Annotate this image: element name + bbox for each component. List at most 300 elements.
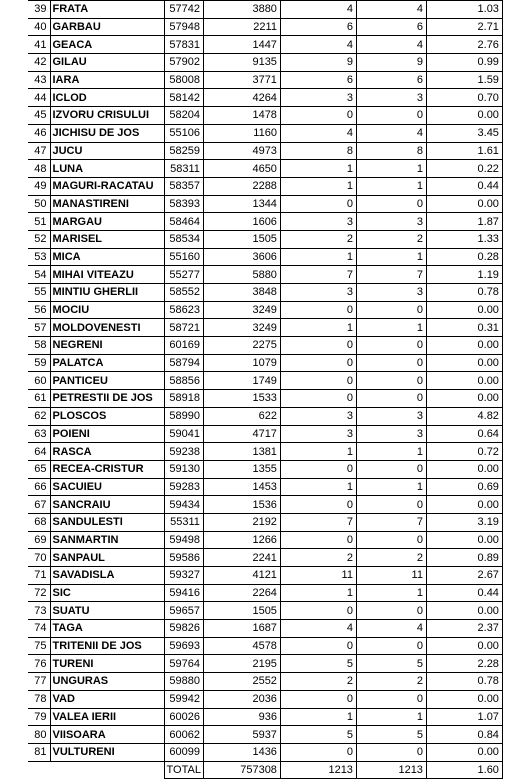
ratio: 0.00 bbox=[426, 496, 502, 514]
count-a: 3 bbox=[280, 213, 356, 231]
count-b: 0 bbox=[356, 354, 426, 372]
ratio: 1.19 bbox=[426, 266, 502, 284]
locality-name: MARISEL bbox=[50, 230, 164, 248]
count-a: 1 bbox=[280, 443, 356, 461]
ratio: 0.00 bbox=[426, 743, 502, 761]
population: 2552 bbox=[203, 673, 280, 691]
row-index: 69 bbox=[28, 531, 50, 549]
ratio: 0.00 bbox=[426, 195, 502, 213]
total-col-a: 1213 bbox=[280, 761, 356, 779]
table-row bbox=[28, 107, 502, 125]
count-b: 6 bbox=[356, 71, 426, 89]
population: 1505 bbox=[203, 602, 280, 620]
count-b: 11 bbox=[356, 567, 426, 585]
row-index: 50 bbox=[28, 195, 50, 213]
locality-name: NEGRENI bbox=[50, 337, 164, 355]
count-b: 2 bbox=[356, 673, 426, 691]
population: 2275 bbox=[203, 337, 280, 355]
total-col-b: 1213 bbox=[356, 761, 426, 779]
count-a: 7 bbox=[280, 513, 356, 531]
count-a: 1 bbox=[280, 319, 356, 337]
count-a: 1 bbox=[280, 584, 356, 602]
table-row bbox=[28, 36, 502, 54]
population: 1478 bbox=[203, 107, 280, 125]
count-b: 5 bbox=[356, 655, 426, 673]
table-row bbox=[28, 690, 502, 708]
population: 4717 bbox=[203, 425, 280, 443]
table-row bbox=[28, 354, 502, 372]
ratio: 2.76 bbox=[426, 36, 502, 54]
row-index: 66 bbox=[28, 478, 50, 496]
locality-code: 58008 bbox=[164, 71, 203, 89]
count-b: 1 bbox=[356, 248, 426, 266]
locality-code: 58393 bbox=[164, 195, 203, 213]
table-row bbox=[28, 319, 502, 337]
population: 4578 bbox=[203, 637, 280, 655]
table-row bbox=[28, 602, 502, 620]
population: 1453 bbox=[203, 478, 280, 496]
population: 2288 bbox=[203, 177, 280, 195]
count-b: 7 bbox=[356, 266, 426, 284]
locality-code: 59498 bbox=[164, 531, 203, 549]
count-b: 0 bbox=[356, 602, 426, 620]
table-row bbox=[28, 673, 502, 691]
table-row bbox=[28, 620, 502, 638]
table-row bbox=[28, 584, 502, 602]
row-index: 74 bbox=[28, 620, 50, 638]
count-a: 6 bbox=[280, 71, 356, 89]
row-index: 61 bbox=[28, 390, 50, 408]
ratio: 0.00 bbox=[426, 301, 502, 319]
table-row bbox=[28, 726, 502, 744]
locality-name: SANCRAIU bbox=[50, 496, 164, 514]
count-a: 0 bbox=[280, 354, 356, 372]
locality-name: GARBAU bbox=[50, 18, 164, 36]
count-b: 5 bbox=[356, 726, 426, 744]
count-a: 0 bbox=[280, 390, 356, 408]
count-a: 0 bbox=[280, 743, 356, 761]
locality-name: RASCA bbox=[50, 443, 164, 461]
population: 2241 bbox=[203, 549, 280, 567]
count-a: 4 bbox=[280, 124, 356, 142]
count-a: 1 bbox=[280, 708, 356, 726]
population: 3880 bbox=[203, 1, 280, 19]
locality-code: 59942 bbox=[164, 690, 203, 708]
row-index: 49 bbox=[28, 177, 50, 195]
row-index: 65 bbox=[28, 460, 50, 478]
row-index: 46 bbox=[28, 124, 50, 142]
population: 1749 bbox=[203, 372, 280, 390]
locality-code: 58918 bbox=[164, 390, 203, 408]
population: 622 bbox=[203, 407, 280, 425]
row-index: 56 bbox=[28, 301, 50, 319]
locality-code: 60026 bbox=[164, 708, 203, 726]
ratio: 0.00 bbox=[426, 354, 502, 372]
population: 4973 bbox=[203, 142, 280, 160]
locality-code: 58464 bbox=[164, 213, 203, 231]
ratio: 0.00 bbox=[426, 107, 502, 125]
count-b: 4 bbox=[356, 1, 426, 19]
table-row bbox=[28, 71, 502, 89]
count-a: 3 bbox=[280, 284, 356, 302]
row-index: 53 bbox=[28, 248, 50, 266]
ratio: 0.64 bbox=[426, 425, 502, 443]
count-a: 9 bbox=[280, 54, 356, 72]
count-b: 0 bbox=[356, 390, 426, 408]
locality-code: 60169 bbox=[164, 337, 203, 355]
population: 1344 bbox=[203, 195, 280, 213]
locality-name: ICLOD bbox=[50, 89, 164, 107]
ratio: 0.31 bbox=[426, 319, 502, 337]
table-row bbox=[28, 301, 502, 319]
population: 1079 bbox=[203, 354, 280, 372]
locality-code: 58259 bbox=[164, 142, 203, 160]
locality-code: 59416 bbox=[164, 584, 203, 602]
locality-name: MIHAI VITEAZU bbox=[50, 266, 164, 284]
locality-code: 55277 bbox=[164, 266, 203, 284]
locality-name: VAD bbox=[50, 690, 164, 708]
locality-name: VULTURENI bbox=[50, 743, 164, 761]
ratio: 0.70 bbox=[426, 89, 502, 107]
row-index: 42 bbox=[28, 54, 50, 72]
table-row bbox=[28, 18, 502, 36]
table-row bbox=[28, 89, 502, 107]
table-row bbox=[28, 390, 502, 408]
population: 1533 bbox=[203, 390, 280, 408]
population: 2195 bbox=[203, 655, 280, 673]
population: 3249 bbox=[203, 319, 280, 337]
count-a: 4 bbox=[280, 36, 356, 54]
ratio: 0.89 bbox=[426, 549, 502, 567]
locality-code: 60099 bbox=[164, 743, 203, 761]
count-a: 0 bbox=[280, 531, 356, 549]
locality-code: 55160 bbox=[164, 248, 203, 266]
row-index: 81 bbox=[28, 743, 50, 761]
row-index: 67 bbox=[28, 496, 50, 514]
count-a: 4 bbox=[280, 620, 356, 638]
table-row bbox=[28, 513, 502, 531]
count-a: 1 bbox=[280, 160, 356, 178]
ratio: 1.59 bbox=[426, 71, 502, 89]
locality-code: 58534 bbox=[164, 230, 203, 248]
locality-code: 59586 bbox=[164, 549, 203, 567]
table-row bbox=[28, 531, 502, 549]
ratio: 0.84 bbox=[426, 726, 502, 744]
table-row bbox=[28, 124, 502, 142]
count-a: 1 bbox=[280, 248, 356, 266]
ratio: 2.37 bbox=[426, 620, 502, 638]
population: 936 bbox=[203, 708, 280, 726]
total-blank-cell bbox=[50, 761, 164, 779]
row-index: 79 bbox=[28, 708, 50, 726]
row-index: 45 bbox=[28, 107, 50, 125]
count-a: 8 bbox=[280, 142, 356, 160]
locality-name: SACUIEU bbox=[50, 478, 164, 496]
count-a: 7 bbox=[280, 266, 356, 284]
count-a: 0 bbox=[280, 107, 356, 125]
locality-name: GILAU bbox=[50, 54, 164, 72]
total-blank-cell bbox=[28, 761, 50, 779]
ratio: 0.00 bbox=[426, 637, 502, 655]
ratio: 0.00 bbox=[426, 460, 502, 478]
table-row bbox=[28, 425, 502, 443]
table-row bbox=[28, 372, 502, 390]
count-b: 1 bbox=[356, 708, 426, 726]
total-ratio: 1.60 bbox=[426, 761, 502, 779]
locality-name: SANMARTIN bbox=[50, 531, 164, 549]
population: 1505 bbox=[203, 230, 280, 248]
ratio: 4.82 bbox=[426, 407, 502, 425]
locality-code: 57742 bbox=[164, 1, 203, 19]
ratio: 0.00 bbox=[426, 531, 502, 549]
locality-name: SUATU bbox=[50, 602, 164, 620]
row-index: 47 bbox=[28, 142, 50, 160]
count-b: 0 bbox=[356, 496, 426, 514]
count-b: 2 bbox=[356, 549, 426, 567]
population: 1266 bbox=[203, 531, 280, 549]
total-population: 757308 bbox=[203, 761, 280, 779]
locality-code: 59327 bbox=[164, 567, 203, 585]
count-b: 0 bbox=[356, 637, 426, 655]
count-a: 11 bbox=[280, 567, 356, 585]
count-a: 3 bbox=[280, 407, 356, 425]
ratio: 0.69 bbox=[426, 478, 502, 496]
ratio: 1.07 bbox=[426, 708, 502, 726]
count-a: 3 bbox=[280, 425, 356, 443]
row-index: 60 bbox=[28, 372, 50, 390]
locality-code: 59238 bbox=[164, 443, 203, 461]
ratio: 2.71 bbox=[426, 18, 502, 36]
locality-code: 59130 bbox=[164, 460, 203, 478]
locality-name: TAGA bbox=[50, 620, 164, 638]
locality-name: IZVORU CRISULUI bbox=[50, 107, 164, 125]
count-a: 2 bbox=[280, 673, 356, 691]
table-row bbox=[28, 460, 502, 478]
count-b: 8 bbox=[356, 142, 426, 160]
locality-name: SAVADISLA bbox=[50, 567, 164, 585]
count-b: 2 bbox=[356, 230, 426, 248]
count-b: 1 bbox=[356, 478, 426, 496]
row-index: 68 bbox=[28, 513, 50, 531]
locality-name: PLOSCOS bbox=[50, 407, 164, 425]
count-b: 4 bbox=[356, 620, 426, 638]
row-index: 40 bbox=[28, 18, 50, 36]
locality-name: PANTICEU bbox=[50, 372, 164, 390]
population: 1687 bbox=[203, 620, 280, 638]
count-b: 4 bbox=[356, 36, 426, 54]
count-a: 0 bbox=[280, 337, 356, 355]
population: 3848 bbox=[203, 284, 280, 302]
count-a: 0 bbox=[280, 602, 356, 620]
locality-code: 58552 bbox=[164, 284, 203, 302]
count-a: 0 bbox=[280, 372, 356, 390]
table-row bbox=[28, 213, 502, 231]
row-index: 51 bbox=[28, 213, 50, 231]
table-row bbox=[28, 743, 502, 761]
population: 5937 bbox=[203, 726, 280, 744]
locality-name: PETRESTII DE JOS bbox=[50, 390, 164, 408]
ratio: 0.00 bbox=[426, 690, 502, 708]
table-row bbox=[28, 266, 502, 284]
population: 1447 bbox=[203, 36, 280, 54]
count-b: 1 bbox=[356, 319, 426, 337]
table-row bbox=[28, 443, 502, 461]
row-index: 57 bbox=[28, 319, 50, 337]
locality-name: VALEA IERII bbox=[50, 708, 164, 726]
locality-name: MOLDOVENESTI bbox=[50, 319, 164, 337]
ratio: 1.33 bbox=[426, 230, 502, 248]
table-row bbox=[28, 177, 502, 195]
ratio: 2.28 bbox=[426, 655, 502, 673]
ratio: 0.28 bbox=[426, 248, 502, 266]
table-row bbox=[28, 655, 502, 673]
locality-code: 59693 bbox=[164, 637, 203, 655]
row-index: 59 bbox=[28, 354, 50, 372]
ratio: 0.00 bbox=[426, 390, 502, 408]
locality-name: GEACA bbox=[50, 36, 164, 54]
population: 3606 bbox=[203, 248, 280, 266]
count-a: 5 bbox=[280, 726, 356, 744]
count-b: 0 bbox=[356, 301, 426, 319]
ratio: 0.72 bbox=[426, 443, 502, 461]
row-index: 39 bbox=[28, 1, 50, 19]
ratio: 0.22 bbox=[426, 160, 502, 178]
locality-name: SIC bbox=[50, 584, 164, 602]
locality-name: RECEA-CRISTUR bbox=[50, 460, 164, 478]
table-body bbox=[28, 1, 502, 762]
locality-code: 60062 bbox=[164, 726, 203, 744]
locality-name: SANPAUL bbox=[50, 549, 164, 567]
locality-name: MAGURI-RACATAU bbox=[50, 177, 164, 195]
row-index: 54 bbox=[28, 266, 50, 284]
count-b: 0 bbox=[356, 337, 426, 355]
population: 9135 bbox=[203, 54, 280, 72]
population: 1436 bbox=[203, 743, 280, 761]
table-row bbox=[28, 1, 502, 19]
locality-code: 59764 bbox=[164, 655, 203, 673]
count-a: 0 bbox=[280, 496, 356, 514]
locality-name: MICA bbox=[50, 248, 164, 266]
locality-code: 57831 bbox=[164, 36, 203, 54]
row-index: 80 bbox=[28, 726, 50, 744]
locality-name: IARA bbox=[50, 71, 164, 89]
table-row bbox=[28, 478, 502, 496]
count-b: 0 bbox=[356, 690, 426, 708]
count-b: 3 bbox=[356, 425, 426, 443]
row-index: 41 bbox=[28, 36, 50, 54]
locality-name: UNGURAS bbox=[50, 673, 164, 691]
row-index: 71 bbox=[28, 567, 50, 585]
count-b: 0 bbox=[356, 195, 426, 213]
ratio: 0.00 bbox=[426, 602, 502, 620]
count-b: 3 bbox=[356, 407, 426, 425]
locality-name: PALATCA bbox=[50, 354, 164, 372]
table-row bbox=[28, 337, 502, 355]
count-b: 1 bbox=[356, 584, 426, 602]
locality-name: MINTIU GHERLII bbox=[50, 284, 164, 302]
count-a: 0 bbox=[280, 690, 356, 708]
population: 1381 bbox=[203, 443, 280, 461]
count-a: 4 bbox=[280, 1, 356, 19]
locality-code: 55311 bbox=[164, 513, 203, 531]
count-a: 0 bbox=[280, 195, 356, 213]
locality-code: 59283 bbox=[164, 478, 203, 496]
locality-name: TRITENII DE JOS bbox=[50, 637, 164, 655]
locality-name: POIENI bbox=[50, 425, 164, 443]
locality-code: 57948 bbox=[164, 18, 203, 36]
total-label: TOTAL bbox=[164, 761, 203, 779]
locality-code: 58990 bbox=[164, 407, 203, 425]
count-a: 3 bbox=[280, 89, 356, 107]
locality-name: TURENI bbox=[50, 655, 164, 673]
table-row bbox=[28, 54, 502, 72]
population: 4650 bbox=[203, 160, 280, 178]
count-b: 0 bbox=[356, 743, 426, 761]
ratio: 0.44 bbox=[426, 177, 502, 195]
locality-code: 59657 bbox=[164, 602, 203, 620]
row-index: 52 bbox=[28, 230, 50, 248]
count-b: 1 bbox=[356, 160, 426, 178]
row-index: 48 bbox=[28, 160, 50, 178]
ratio: 0.78 bbox=[426, 284, 502, 302]
locality-name: JUCU bbox=[50, 142, 164, 160]
table-row bbox=[28, 407, 502, 425]
ratio: 3.19 bbox=[426, 513, 502, 531]
population: 2211 bbox=[203, 18, 280, 36]
row-index: 72 bbox=[28, 584, 50, 602]
population: 1536 bbox=[203, 496, 280, 514]
population: 1606 bbox=[203, 213, 280, 231]
count-b: 1 bbox=[356, 443, 426, 461]
table-row bbox=[28, 230, 502, 248]
row-index: 63 bbox=[28, 425, 50, 443]
ratio: 0.00 bbox=[426, 337, 502, 355]
row-index: 44 bbox=[28, 89, 50, 107]
count-b: 0 bbox=[356, 372, 426, 390]
locality-code: 57902 bbox=[164, 54, 203, 72]
ratio: 0.44 bbox=[426, 584, 502, 602]
table-row bbox=[28, 142, 502, 160]
population: 4264 bbox=[203, 89, 280, 107]
locality-code: 58856 bbox=[164, 372, 203, 390]
locality-name: MANASTIRENI bbox=[50, 195, 164, 213]
locality-code: 58357 bbox=[164, 177, 203, 195]
count-b: 3 bbox=[356, 213, 426, 231]
row-index: 55 bbox=[28, 284, 50, 302]
locality-code: 58623 bbox=[164, 301, 203, 319]
ratio: 0.99 bbox=[426, 54, 502, 72]
count-b: 3 bbox=[356, 89, 426, 107]
count-b: 0 bbox=[356, 460, 426, 478]
count-b: 0 bbox=[356, 107, 426, 125]
population: 1160 bbox=[203, 124, 280, 142]
locality-code: 58794 bbox=[164, 354, 203, 372]
locality-name: VIISOARA bbox=[50, 726, 164, 744]
table-row bbox=[28, 567, 502, 585]
population: 1355 bbox=[203, 460, 280, 478]
locality-code: 59041 bbox=[164, 425, 203, 443]
row-index: 78 bbox=[28, 690, 50, 708]
table-row bbox=[28, 637, 502, 655]
count-a: 2 bbox=[280, 549, 356, 567]
table-row bbox=[28, 160, 502, 178]
table-row bbox=[28, 248, 502, 266]
locality-code: 58204 bbox=[164, 107, 203, 125]
population: 2264 bbox=[203, 584, 280, 602]
table-row bbox=[28, 708, 502, 726]
locality-code: 58311 bbox=[164, 160, 203, 178]
row-index: 62 bbox=[28, 407, 50, 425]
